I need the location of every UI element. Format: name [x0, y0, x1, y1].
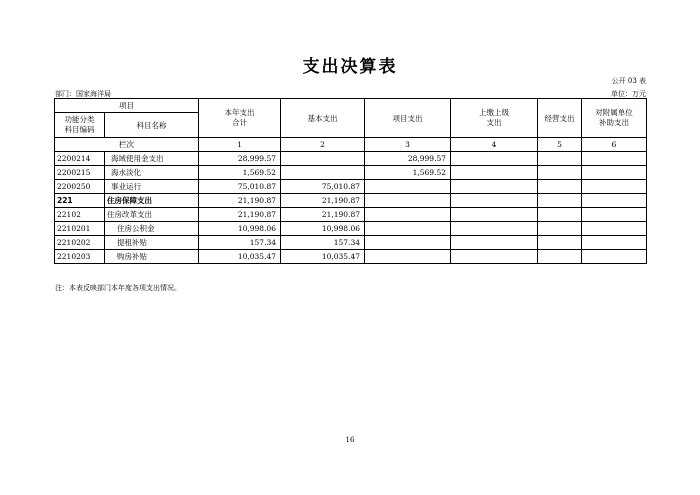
cell-upper: [451, 250, 538, 264]
header-upper-line1: 上缴上级: [479, 108, 509, 117]
cell-upper: [451, 180, 538, 194]
header-upper: [451, 99, 538, 138]
header-func-code-line1: 功能分类: [64, 115, 95, 124]
header-func-code-line2: 科目编码: [64, 125, 95, 134]
cell-subsidy: [582, 236, 647, 250]
page-number: 16: [345, 436, 355, 444]
cell-project: [365, 208, 451, 222]
cell-basic: 21,190.87: [281, 194, 365, 208]
cell-subsidy: [582, 152, 647, 166]
cell-code: 2200215: [55, 166, 105, 180]
cell-project: [365, 236, 451, 250]
cell-total: 21,190.87: [199, 194, 281, 208]
cell-business: [538, 208, 582, 222]
cell-business: [538, 166, 582, 180]
cell-upper: [451, 166, 538, 180]
cell-name: 提租补贴: [105, 236, 199, 250]
table-title: 支出决算表: [302, 57, 398, 77]
cell-code: 2210202: [55, 236, 105, 250]
cell-project: 28,999.57: [365, 152, 451, 166]
col-num-6: 6: [582, 138, 647, 152]
col-num-1: 1: [199, 138, 281, 152]
form-number: 公开 03 表: [611, 77, 646, 85]
cell-total: 10,035.47: [199, 250, 281, 264]
header-basic: 基本支出: [281, 99, 365, 138]
cell-project: [365, 180, 451, 194]
col-num-5: 5: [538, 138, 582, 152]
cell-total: 1,569.52: [199, 166, 281, 180]
unit-label: 单位：万元: [611, 90, 646, 98]
department-label: 部门：国家海洋局: [55, 90, 111, 98]
header-column-label: 栏次: [55, 138, 199, 152]
table-row: [55, 250, 647, 264]
cell-code: 22102: [55, 208, 105, 222]
cell-basic: 10,998.06: [281, 222, 365, 236]
header-upper-line2: 支出: [486, 118, 502, 127]
cell-business: [538, 194, 582, 208]
cell-code: 221: [55, 194, 105, 208]
table-row: [55, 166, 647, 180]
cell-project: [365, 222, 451, 236]
cell-name: 住房保障支出: [105, 194, 199, 208]
header-total: [199, 99, 281, 138]
cell-subsidy: [582, 194, 647, 208]
header-col-num-row: [55, 138, 647, 152]
table-row: [55, 236, 647, 250]
cell-name: 购房补贴: [105, 250, 199, 264]
cell-name: 住房改革支出: [105, 208, 199, 222]
col-num-2: 2: [281, 138, 365, 152]
cell-code: 2210203: [55, 250, 105, 264]
cell-name: 海域使用金支出: [105, 152, 199, 166]
header-business: 经营支出: [538, 99, 582, 138]
cell-subsidy: [582, 208, 647, 222]
cell-business: [538, 236, 582, 250]
cell-total: 28,999.57: [199, 152, 281, 166]
table-row: [55, 194, 647, 208]
header-total-line1: 本年支出: [224, 108, 255, 117]
cell-project: [365, 194, 451, 208]
header-row-1: [55, 99, 647, 113]
cell-basic: 75,010.87: [281, 180, 365, 194]
header-project: 项目支出: [365, 99, 451, 138]
cell-basic: 10,035.47: [281, 250, 365, 264]
cell-subsidy: [582, 180, 647, 194]
header-item: 项目: [55, 99, 199, 113]
header-subsidy-line1: 对附属单位: [595, 108, 633, 117]
table-row: [55, 152, 647, 166]
cell-basic: 157.34: [281, 236, 365, 250]
cell-upper: [451, 236, 538, 250]
cell-total: 157.34: [199, 236, 281, 250]
cell-project: 1,569.52: [365, 166, 451, 180]
cell-total: 21,190.87: [199, 208, 281, 222]
table-row: [55, 180, 647, 194]
cell-name: 海水淡化: [105, 166, 199, 180]
cell-business: [538, 250, 582, 264]
cell-name: 事业运行: [105, 180, 199, 194]
header-func-code: [55, 113, 105, 138]
cell-total: 75,010.87: [199, 180, 281, 194]
cell-name: 住房公积金: [105, 222, 199, 236]
cell-business: [538, 222, 582, 236]
cell-business: [538, 152, 582, 166]
cell-project: [365, 250, 451, 264]
cell-subsidy: [582, 250, 647, 264]
cell-business: [538, 180, 582, 194]
expenditure-table: [54, 98, 647, 264]
header-subject-name: 科目名称: [105, 113, 199, 138]
cell-upper: [451, 222, 538, 236]
cell-upper: [451, 194, 538, 208]
cell-upper: [451, 152, 538, 166]
header-subsidy-line2: 补助支出: [599, 118, 629, 127]
cell-upper: [451, 208, 538, 222]
cell-code: 2200214: [55, 152, 105, 166]
cell-total: 10,998.06: [199, 222, 281, 236]
table-row: [55, 208, 647, 222]
cell-subsidy: [582, 166, 647, 180]
header-total-line2: 合计: [232, 118, 247, 127]
cell-basic: 21,190.87: [281, 208, 365, 222]
header-subsidy: [582, 99, 647, 138]
cell-code: 2210201: [55, 222, 105, 236]
cell-code: 2200250: [55, 180, 105, 194]
footnote: 注：本表反映部门本年度各项支出情况。: [55, 284, 181, 292]
col-num-3: 3: [365, 138, 451, 152]
table-row: [55, 222, 647, 236]
cell-basic: [281, 166, 365, 180]
cell-basic: [281, 152, 365, 166]
cell-subsidy: [582, 222, 647, 236]
col-num-4: 4: [451, 138, 538, 152]
